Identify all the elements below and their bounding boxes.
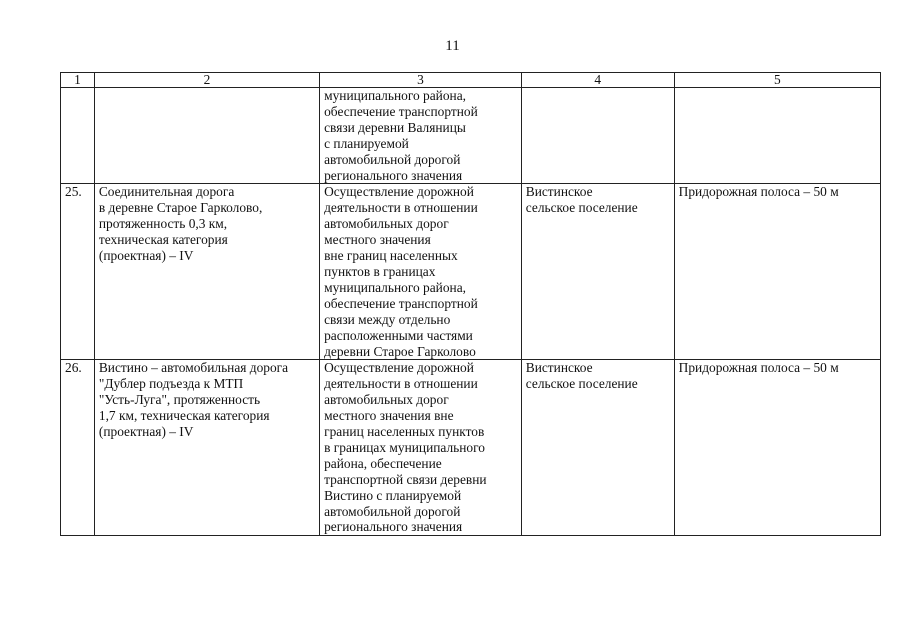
column-header-3: 3 [320,73,522,88]
table-row [61,88,881,184]
data-table [60,72,881,536]
settlement-name: Вистинское сельское поселение [521,360,674,536]
zone-description: Придорожная полоса – 50 м [674,360,880,536]
purpose-description: Осуществление дорожной деятельности в отношении автомобильных дорог местного значения вне границ населенных пунктов в границах муниципального района, обеспечение транспортной связи деревни Вистино с планируемой автомобильной дорогой регионального значения [320,360,522,536]
row-number: 26. [61,360,95,536]
row-number: 25. [61,184,95,360]
object-description [94,88,319,184]
table-header-row [61,73,881,88]
table-row [61,184,881,360]
purpose-description: Осуществление дорожной деятельности в отношении автомобильных дорог местного значения вне границ населенных пунктов в границах муниципального района, обеспечение транспортной связи между отдельно расположенными частями деревни Старое Гарколово [320,184,522,360]
purpose-description: муниципального района, обеспечение транспортной связи деревни Валяницы с планируемой автомобильной дорогой регионального значения [320,88,522,184]
zone-description: Придорожная полоса – 50 м [674,184,880,360]
object-description: Вистино – автомобильная дорога "Дублер подъезда к МТП "Усть-Луга", протяженность 1,7 км, техническая категория (проектная) – IV [94,360,319,536]
column-header-1: 1 [61,73,95,88]
settlement-name [521,88,674,184]
table-row [61,360,881,536]
settlement-name: Вистинское сельское поселение [521,184,674,360]
column-header-2: 2 [94,73,319,88]
column-header-4: 4 [521,73,674,88]
page-number: 11 [445,38,460,54]
column-header-5: 5 [674,73,880,88]
row-number [61,88,95,184]
object-description: Соединительная дорога в деревне Старое Гарколово, протяженность 0,3 км, техническая категория (проектная) – IV [94,184,319,360]
zone-description [674,88,880,184]
